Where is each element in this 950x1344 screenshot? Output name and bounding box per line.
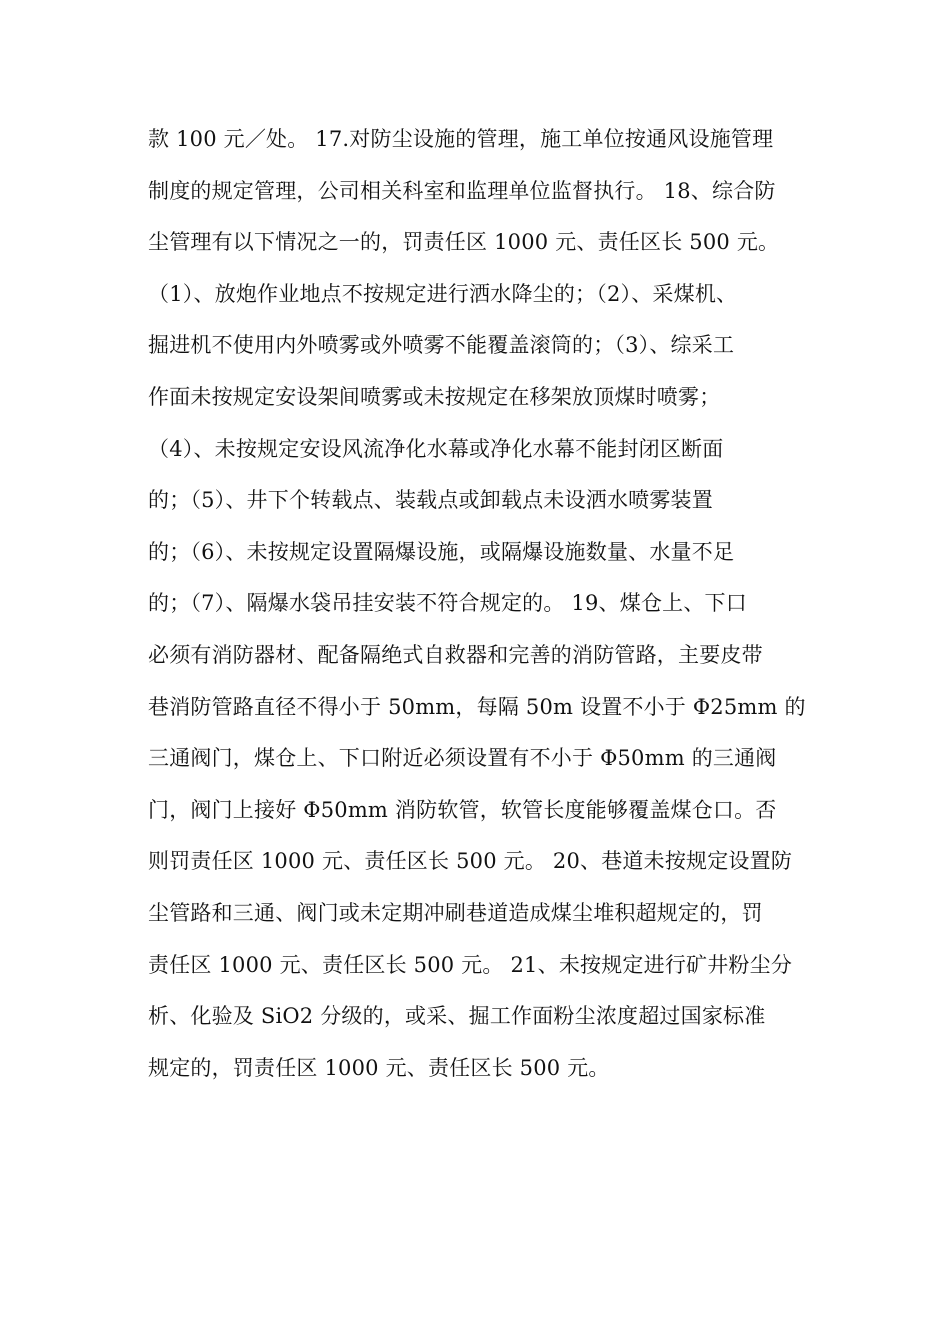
- text-line: （1）、放炮作业地点不按规定进行洒水降尘的；（2）、采煤机、: [148, 281, 738, 306]
- text-line: 制度的规定管理，公司相关科室和监理单位监督执行。 18、综合防: [148, 178, 776, 203]
- text-line: 析、化验及 SiO2 分级的，或采、掘工作面粉尘浓度超过国家标准: [148, 1004, 766, 1029]
- text-line: 门，阀门上接好 Φ50mm 消防软管，软管长度能够覆盖煤仓口。否: [148, 797, 777, 822]
- text-line: 则罚责任区 1000 元、责任区长 500 元。 20、巷道未按规定设置防: [148, 849, 793, 874]
- text-line: 作面未按规定安设架间喷雾或未按规定在移架放顶煤时喷雾；: [148, 384, 721, 409]
- text-line: 的；（7）、隔爆水袋吊挂安装不符合规定的。 19、煤仓上、下口: [148, 591, 747, 616]
- text-line: 款 100 元／处。 17.对防尘设施的管理，施工单位按通风设施管理: [148, 127, 774, 151]
- text-line: 掘进机不使用内外喷雾或外喷雾不能覆盖滚筒的；（3）、综采工: [148, 333, 735, 358]
- text-line: 巷消防管路直径不得小于 50mm，每隔 50m 设置不小于 Φ25mm 的: [148, 694, 806, 719]
- text-line: 尘管路和三通、阀门或未定期冲刷巷道造成煤尘堆积超规定的，罚: [148, 900, 763, 925]
- text-line: 的；（6）、未按规定设置隔爆设施，或隔爆设施数量、水量不足: [148, 539, 735, 564]
- text-line: 尘管理有以下情况之一的，罚责任区 1000 元、责任区长 500 元。: [148, 230, 780, 255]
- body-text: [148, 114, 808, 1094]
- text-line: 规定的，罚责任区 1000 元、责任区长 500 元。: [148, 1055, 610, 1080]
- text-line: 责任区 1000 元、责任区长 500 元。 21、未按规定进行矿井粉尘分: [148, 952, 793, 977]
- text-line: 必须有消防器材、配备隔绝式自救器和完善的消防管路，主要皮带: [148, 642, 763, 667]
- text-line: （4）、未按规定安设风流净化水幕或净化水幕不能封闭区断面: [148, 436, 724, 461]
- text-line: 三通阀门，煤仓上、下口附近必须设置有不小于 Φ50mm 的三通阀: [148, 746, 777, 771]
- text-line: 的；（5）、井下个转载点、装载点或卸载点未设洒水喷雾装置: [148, 488, 713, 513]
